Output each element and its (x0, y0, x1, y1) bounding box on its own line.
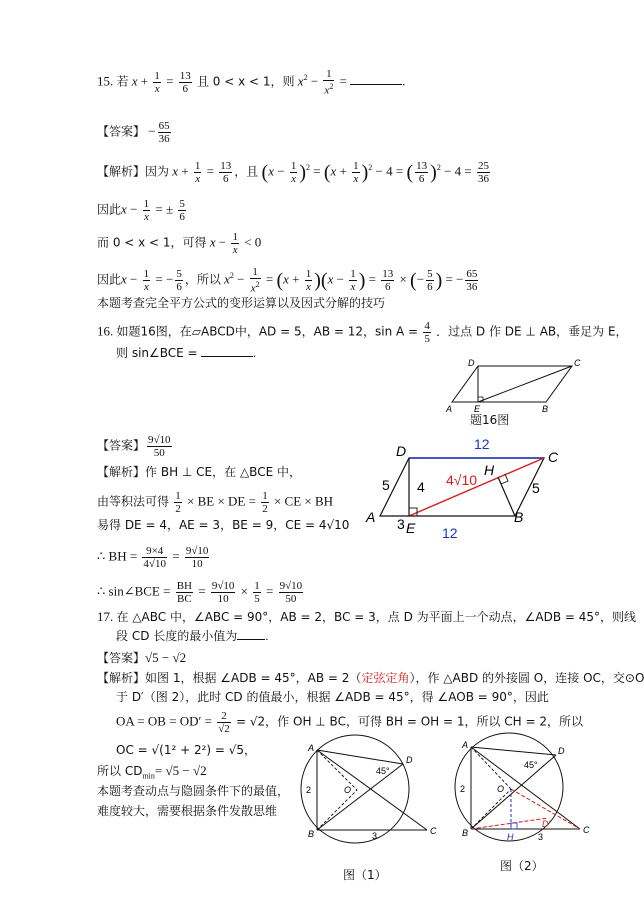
q15-jx-line3: 而 0 < x < 1，可得 x − $\frac{1}{x}$ < 0 (97, 231, 262, 256)
q15-jx-line1: 【解析】因为 x + $\frac{1}{x}$ = $\frac{13}{6}$ ，且 (x − $\frac{1}{x}$ )$^2$ = (x + $\frac{1}{x}$ )$^2$ − 4 = ( $\frac{13}{6}$ )$^2$ − 4 = $\frac{25}{36}$ (97, 160, 489, 185)
segment-bd (317, 764, 403, 830)
len-ae: 3 (397, 516, 405, 532)
label-h: H (484, 462, 495, 478)
segment-ob (317, 790, 357, 830)
q17-jx-line4: OC = √(1² + 2²) = √5， (116, 743, 257, 757)
segment-ce (478, 366, 572, 402)
q16-jx-line1: 【解析】作 BH ⊥ CE，在 △BCE 中， (97, 465, 301, 479)
q16-question-line2: 则 sin∠BCE = . (116, 345, 257, 360)
label-e: E (406, 520, 416, 536)
label-a: A (366, 509, 376, 525)
fig17-1 (300, 735, 450, 845)
label-dprime: D′ (542, 819, 551, 829)
fig16-large (360, 434, 570, 546)
len-bc: 3 (372, 831, 378, 841)
len-ce: 4√10 (446, 472, 478, 488)
q16-jx-line4: ∴ BH = $\frac{9\times 4}{4√10}$ = $\frac{9√10}{10}$ (97, 545, 209, 570)
label-d: D (396, 443, 407, 459)
q16-question-line1: 16. 如题16图，在▱ABCD中，AD = 5，AB = 12，sin A = $\frac{4}{5}$ ．过点 D 作 DE ⊥ AB，垂足为 E， (97, 320, 628, 345)
label-a: A (462, 740, 469, 750)
label-c: C (574, 358, 581, 368)
q15-jx-line4: 因此x − $\frac{1}{x}$ = − $\frac{5}{6}$ ，所以 $x^2$ − $\frac{1}{x^2}$ = (x + $\frac{1}{x}$ )(x − $\frac{1}{x}$ ) = $\frac{13}{6}$ × (− $\frac{5}{6}$ ) = − $\frac{65}{36}$ (97, 266, 478, 295)
len-right: 5 (532, 480, 540, 496)
q15-question: 15. 若 x + $\frac{1}{x}$ = $\frac{13}{6}$ 且 0 < x < 1，则 $x^2$ − $\frac{1}{x^2}$ = . (97, 68, 406, 97)
len-bc: 3 (538, 832, 544, 842)
angle-45: 45° (376, 766, 390, 776)
label-h: H (507, 832, 514, 842)
segment-bh (498, 477, 515, 516)
q17-summary-2: 难度较大，需要根据条件发散思维 (97, 804, 278, 818)
q17-jx-line5: 所以 $CD_{min}= √5 - √2$ (97, 763, 207, 781)
len-ab: 2 (306, 785, 312, 795)
q16-jx-line2: 由等积法可得 $\frac{1}{2}$ × BE × DE = $\frac{1}{2}$ × CE × BH (97, 490, 334, 515)
q17-question-line2: 段 CD 长度的最小值为 . (116, 628, 269, 643)
q17-summary-1: 本题考查动点与隐圆条件下的最值， (97, 784, 290, 798)
label-c: C (548, 449, 559, 465)
label-b: B (514, 509, 524, 525)
segment-ad (471, 747, 556, 755)
label-d: D (406, 755, 413, 765)
right-angle-h (511, 823, 517, 829)
angle-45: 45° (524, 760, 538, 770)
len-left: 5 (382, 477, 390, 493)
label-b: B (542, 404, 549, 414)
q16-jx-line3: 易得 DE = 4，AE = 3，BE = 9，CE = 4√10 (97, 518, 350, 532)
segment-ad (317, 750, 403, 764)
q17-jx-line2: 于 D′（图 2），此时 CD 的值最小，根据 ∠ADB = 45°，得 ∠AOB = 90°，因此 (116, 690, 549, 704)
label-c: C (430, 826, 437, 836)
len-de: 4 (417, 479, 425, 495)
label-a: A (308, 743, 315, 753)
segment-oa (471, 747, 511, 789)
q15-summary: 本题考查完全平方公式的变形运算以及因式分解的技巧 (97, 296, 386, 310)
label-b: B (462, 828, 469, 838)
q17-jx-line3: OA = OB = OD′ = $\frac{2}{√2}$ = √2，作 OH ⊥ BC，可得 BH = OH = 1，所以 CH = 2，所以 (116, 710, 584, 735)
q17-jx-line1: 【解析】如图 1，根据 ∠ADB = 45°，AB = 2（定弦定角），作 △ABD 的外接圆 O，连接 OC，交⊙O (97, 671, 644, 685)
label-e: E (474, 404, 481, 414)
len-ab: 2 (460, 784, 466, 794)
len-top: 12 (474, 436, 490, 452)
q15-answer: 【答案】 − $\frac{65}{36}$ (97, 120, 170, 145)
q17-answer: 【答案】√5 − √2 (97, 650, 187, 665)
fig17-2 (452, 730, 602, 845)
segment-bd (471, 755, 556, 829)
segment-ob (471, 789, 511, 829)
q17-question-line1: 17. 在 △ABC 中，∠ABC = 90°，AB = 2，BC = 3，点 D 为平面上一个动点，∠ADB = 45°，则线 (97, 609, 637, 624)
q15-jx-line2: 因此x − $\frac{1}{x}$ = ± $\frac{5}{6}$ (97, 198, 185, 223)
segment-bdp-red (471, 818, 551, 829)
label-o: O (497, 784, 505, 794)
fig16-caption: 题16图 (470, 413, 510, 427)
q16-answer: 【答案】 $\frac{9√10}{50}$ (97, 434, 171, 459)
frac-13-6: $\frac{13}{6}$ (179, 69, 191, 95)
label-d: D (558, 746, 565, 756)
label-o: O (344, 785, 352, 795)
parallelogram-abcd (452, 366, 572, 402)
fig17-1-caption: 图（1） (343, 868, 387, 882)
q16-jx-line5: ∴ sin∠BCE = $\frac{BH}{BC}$ = $\frac{9√10}{10}$ × $\frac{1}{5}$ = $\frac{9√10}{50}$ (97, 580, 303, 605)
len-bottom: 12 (442, 525, 458, 541)
fig17-2-caption: 图（2） (500, 859, 544, 873)
label-d: D (468, 358, 475, 368)
label-a: A (446, 404, 453, 414)
label-c: C (583, 825, 590, 835)
label-b: B (308, 829, 315, 839)
